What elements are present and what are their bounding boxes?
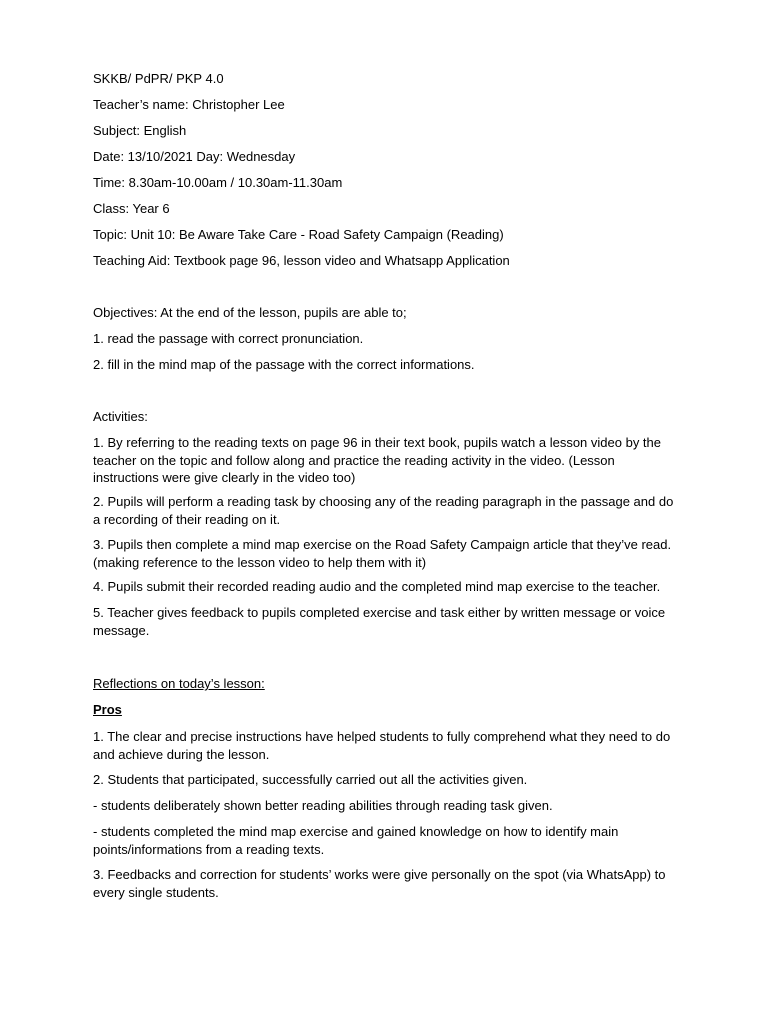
objective-item: 1. read the passage with correct pronunciation. [93,331,364,346]
activity-item: 1. By referring to the reading texts on page 96 in their text book, pupils watch a lesson video by the teacher on the topic and follow along and practice the reading activity in the video. (Lesson instructions were give clearly in the video too) [93,435,662,485]
reflection-item: 3. Feedbacks and correction for students’ works were give personally on the spot (via WhatsApp) to every single students. [93,867,666,900]
reflection-item: 1. The clear and precise instructions have helped students to fully comprehend what they need to do and achieve during the lesson. [93,729,671,762]
activities-heading: Activities: [93,409,148,424]
time-line: Time: 8.30am-10.00am / 10.30am-11.30am [93,175,343,190]
reflection-sub-item: - students completed the mind map exercise and gained knowledge on how to identify main points/informations from a reading texts. [93,824,619,857]
reflection-sub-item: - students deliberately shown better reading abilities through reading task given. [93,798,553,813]
activity-item: 2. Pupils will perform a reading task by choosing any of the reading paragraph in the passage and do a recording of their reading on it. [93,494,674,527]
reflections-heading: Reflections on today’s lesson: [93,676,265,691]
teacher-name: Teacher’s name: Christopher Lee [93,97,285,112]
activity-item: 4. Pupils submit their recorded reading audio and the completed mind map exercise to the teacher. [93,579,661,594]
activity-item: 5. Teacher gives feedback to pupils completed exercise and task either by written message or voice message. [93,605,666,638]
activity-item: 3. Pupils then complete a mind map exercise on the Road Safety Campaign article that they’ve read. (making reference to the lesson video to help them with it) [93,537,672,570]
pros-heading: Pros [93,702,122,717]
date-line: Date: 13/10/2021 Day: Wednesday [93,149,296,164]
objective-item: 2. fill in the mind map of the passage with the correct informations. [93,357,475,372]
teaching-aid-line: Teaching Aid: Textbook page 96, lesson video and Whatsapp Application [93,253,510,268]
class-line: Class: Year 6 [93,201,170,216]
document-code: SKKB/ PdPR/ PKP 4.0 [93,71,224,86]
reflection-item: 2. Students that participated, successfully carried out all the activities given. [93,772,528,787]
subject-line: Subject: English [93,123,187,138]
objectives-heading: Objectives: At the end of the lesson, pupils are able to; [93,305,407,320]
topic-line: Topic: Unit 10: Be Aware Take Care - Road Safety Campaign (Reading) [93,227,504,242]
